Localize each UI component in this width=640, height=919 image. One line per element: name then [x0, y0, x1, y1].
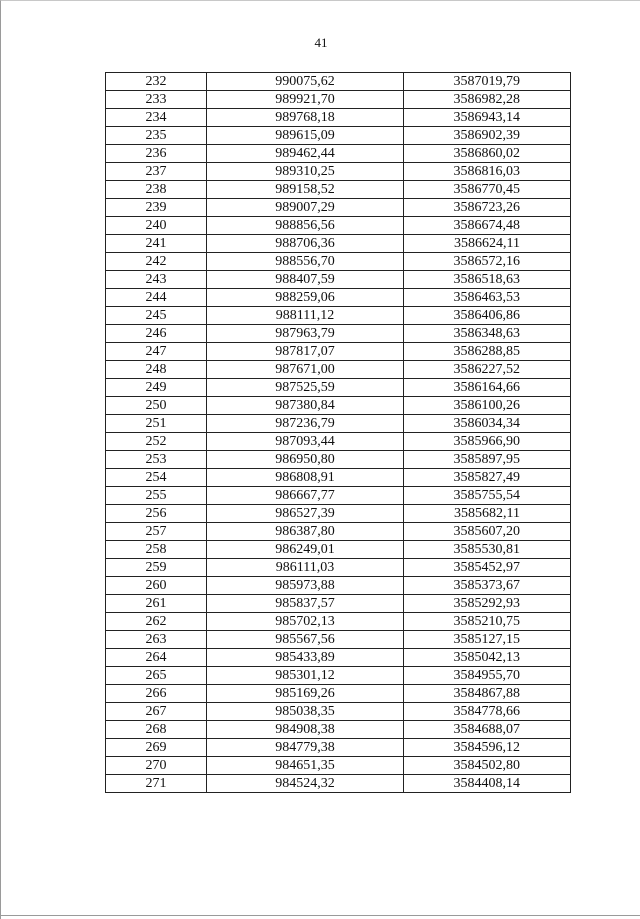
- table-row: [106, 775, 571, 793]
- table-row: [106, 109, 571, 127]
- y-coordinate-cell: 3586463,53: [404, 289, 571, 307]
- point-number-cell: 242: [106, 253, 207, 271]
- y-coordinate-cell: 3585042,13: [404, 649, 571, 667]
- table-row: [106, 307, 571, 325]
- x-coordinate-cell: 989007,29: [207, 199, 404, 217]
- y-coordinate-cell: 3585682,11: [404, 505, 571, 523]
- point-number-cell: 250: [106, 397, 207, 415]
- table-row: [106, 73, 571, 91]
- x-coordinate-cell: 986249,01: [207, 541, 404, 559]
- y-coordinate-cell: 3586406,86: [404, 307, 571, 325]
- y-coordinate-cell: 3586288,85: [404, 343, 571, 361]
- table-row: [106, 415, 571, 433]
- table-row: [106, 289, 571, 307]
- point-number-cell: 264: [106, 649, 207, 667]
- y-coordinate-cell: 3584688,07: [404, 721, 571, 739]
- table-row: [106, 703, 571, 721]
- y-coordinate-cell: 3586624,11: [404, 235, 571, 253]
- point-number-cell: 270: [106, 757, 207, 775]
- y-coordinate-cell: 3585127,15: [404, 631, 571, 649]
- table-row: [106, 721, 571, 739]
- y-coordinate-cell: 3585292,93: [404, 595, 571, 613]
- table-row: [106, 397, 571, 415]
- point-number-cell: 244: [106, 289, 207, 307]
- table-row: [106, 739, 571, 757]
- table-row: [106, 199, 571, 217]
- y-coordinate-cell: 3584596,12: [404, 739, 571, 757]
- x-coordinate-cell: 989768,18: [207, 109, 404, 127]
- x-coordinate-cell: 988407,59: [207, 271, 404, 289]
- table-row: [106, 613, 571, 631]
- table-row: [106, 523, 571, 541]
- x-coordinate-cell: 984779,38: [207, 739, 404, 757]
- point-number-cell: 262: [106, 613, 207, 631]
- x-coordinate-cell: 984524,32: [207, 775, 404, 793]
- x-coordinate-cell: 988111,12: [207, 307, 404, 325]
- y-coordinate-cell: 3586816,03: [404, 163, 571, 181]
- table-row: [106, 757, 571, 775]
- y-coordinate-cell: 3586723,26: [404, 199, 571, 217]
- x-coordinate-cell: 986808,91: [207, 469, 404, 487]
- point-number-cell: 259: [106, 559, 207, 577]
- y-coordinate-cell: 3586860,02: [404, 145, 571, 163]
- point-number-cell: 256: [106, 505, 207, 523]
- y-coordinate-cell: 3584778,66: [404, 703, 571, 721]
- table-row: [106, 325, 571, 343]
- y-coordinate-cell: 3585897,95: [404, 451, 571, 469]
- y-coordinate-cell: 3584867,88: [404, 685, 571, 703]
- point-number-cell: 237: [106, 163, 207, 181]
- x-coordinate-cell: 985702,13: [207, 613, 404, 631]
- point-number-cell: 235: [106, 127, 207, 145]
- x-coordinate-cell: 989462,44: [207, 145, 404, 163]
- x-coordinate-cell: 986387,80: [207, 523, 404, 541]
- y-coordinate-cell: 3586982,28: [404, 91, 571, 109]
- y-coordinate-cell: 3586100,26: [404, 397, 571, 415]
- x-coordinate-cell: 984651,35: [207, 757, 404, 775]
- x-coordinate-cell: 985973,88: [207, 577, 404, 595]
- y-coordinate-cell: 3586348,63: [404, 325, 571, 343]
- point-number-cell: 232: [106, 73, 207, 91]
- point-number-cell: 236: [106, 145, 207, 163]
- point-number-cell: 265: [106, 667, 207, 685]
- table-row: [106, 235, 571, 253]
- x-coordinate-cell: 985837,57: [207, 595, 404, 613]
- x-coordinate-cell: 988856,56: [207, 217, 404, 235]
- point-number-cell: 268: [106, 721, 207, 739]
- table-row: [106, 559, 571, 577]
- y-coordinate-cell: 3585530,81: [404, 541, 571, 559]
- y-coordinate-cell: 3585607,20: [404, 523, 571, 541]
- x-coordinate-cell: 989921,70: [207, 91, 404, 109]
- x-coordinate-cell: 987525,59: [207, 379, 404, 397]
- point-number-cell: 241: [106, 235, 207, 253]
- table-row: [106, 577, 571, 595]
- x-coordinate-cell: 986527,39: [207, 505, 404, 523]
- y-coordinate-cell: 3585452,97: [404, 559, 571, 577]
- y-coordinate-cell: 3587019,79: [404, 73, 571, 91]
- point-number-cell: 238: [106, 181, 207, 199]
- x-coordinate-cell: 985301,12: [207, 667, 404, 685]
- point-number-cell: 245: [106, 307, 207, 325]
- table-row: [106, 505, 571, 523]
- table-row: [106, 253, 571, 271]
- table-row: [106, 181, 571, 199]
- point-number-cell: 233: [106, 91, 207, 109]
- point-number-cell: 257: [106, 523, 207, 541]
- point-number-cell: 253: [106, 451, 207, 469]
- y-coordinate-cell: 3586164,66: [404, 379, 571, 397]
- x-coordinate-cell: 987236,79: [207, 415, 404, 433]
- page-bottom-edge: [1, 915, 640, 916]
- y-coordinate-cell: 3586674,48: [404, 217, 571, 235]
- y-coordinate-cell: 3585210,75: [404, 613, 571, 631]
- table-row: [106, 487, 571, 505]
- point-number-cell: 263: [106, 631, 207, 649]
- point-number-cell: 266: [106, 685, 207, 703]
- x-coordinate-cell: 985433,89: [207, 649, 404, 667]
- x-coordinate-cell: 986111,03: [207, 559, 404, 577]
- table-row: [106, 649, 571, 667]
- point-number-cell: 260: [106, 577, 207, 595]
- table-row: [106, 271, 571, 289]
- table-row: [106, 541, 571, 559]
- y-coordinate-cell: 3586034,34: [404, 415, 571, 433]
- point-number-cell: 251: [106, 415, 207, 433]
- table-row: [106, 469, 571, 487]
- x-coordinate-cell: 985038,35: [207, 703, 404, 721]
- point-number-cell: 269: [106, 739, 207, 757]
- table-row: [106, 595, 571, 613]
- page-number: 41: [314, 35, 328, 50]
- x-coordinate-cell: 987963,79: [207, 325, 404, 343]
- point-number-cell: 258: [106, 541, 207, 559]
- coordinates-table: [105, 72, 571, 793]
- table-row: [106, 361, 571, 379]
- y-coordinate-cell: 3585755,54: [404, 487, 571, 505]
- point-number-cell: 240: [106, 217, 207, 235]
- x-coordinate-cell: 990075,62: [207, 73, 404, 91]
- point-number-cell: 267: [106, 703, 207, 721]
- table-row: [106, 379, 571, 397]
- y-coordinate-cell: 3586943,14: [404, 109, 571, 127]
- point-number-cell: 271: [106, 775, 207, 793]
- y-coordinate-cell: 3585966,90: [404, 433, 571, 451]
- y-coordinate-cell: 3584502,80: [404, 757, 571, 775]
- table-row: [106, 127, 571, 145]
- x-coordinate-cell: 987817,07: [207, 343, 404, 361]
- y-coordinate-cell: 3585827,49: [404, 469, 571, 487]
- point-number-cell: 261: [106, 595, 207, 613]
- point-number-cell: 239: [106, 199, 207, 217]
- coordinates-table-body: [106, 73, 571, 793]
- x-coordinate-cell: 989310,25: [207, 163, 404, 181]
- x-coordinate-cell: 988556,70: [207, 253, 404, 271]
- point-number-cell: 255: [106, 487, 207, 505]
- table-row: [106, 91, 571, 109]
- y-coordinate-cell: 3586902,39: [404, 127, 571, 145]
- y-coordinate-cell: 3584408,14: [404, 775, 571, 793]
- x-coordinate-cell: 985567,56: [207, 631, 404, 649]
- table-row: [106, 163, 571, 181]
- point-number-cell: 246: [106, 325, 207, 343]
- x-coordinate-cell: 984908,38: [207, 721, 404, 739]
- x-coordinate-cell: 987093,44: [207, 433, 404, 451]
- point-number-cell: 247: [106, 343, 207, 361]
- point-number-cell: 252: [106, 433, 207, 451]
- point-number-cell: 243: [106, 271, 207, 289]
- x-coordinate-cell: 987380,84: [207, 397, 404, 415]
- table-row: [106, 343, 571, 361]
- point-number-cell: 249: [106, 379, 207, 397]
- table-row: [106, 451, 571, 469]
- table-row: [106, 631, 571, 649]
- x-coordinate-cell: 987671,00: [207, 361, 404, 379]
- x-coordinate-cell: 989158,52: [207, 181, 404, 199]
- point-number-cell: 248: [106, 361, 207, 379]
- table-row: [106, 667, 571, 685]
- y-coordinate-cell: 3584955,70: [404, 667, 571, 685]
- point-number-cell: 254: [106, 469, 207, 487]
- y-coordinate-cell: 3586518,63: [404, 271, 571, 289]
- x-coordinate-cell: 988259,06: [207, 289, 404, 307]
- x-coordinate-cell: 986667,77: [207, 487, 404, 505]
- y-coordinate-cell: 3586227,52: [404, 361, 571, 379]
- x-coordinate-cell: 989615,09: [207, 127, 404, 145]
- table-row: [106, 217, 571, 235]
- point-number-cell: 234: [106, 109, 207, 127]
- x-coordinate-cell: 988706,36: [207, 235, 404, 253]
- table-row: [106, 145, 571, 163]
- y-coordinate-cell: 3586572,16: [404, 253, 571, 271]
- y-coordinate-cell: 3586770,45: [404, 181, 571, 199]
- x-coordinate-cell: 986950,80: [207, 451, 404, 469]
- x-coordinate-cell: 985169,26: [207, 685, 404, 703]
- table-row: [106, 685, 571, 703]
- table-row: [106, 433, 571, 451]
- y-coordinate-cell: 3585373,67: [404, 577, 571, 595]
